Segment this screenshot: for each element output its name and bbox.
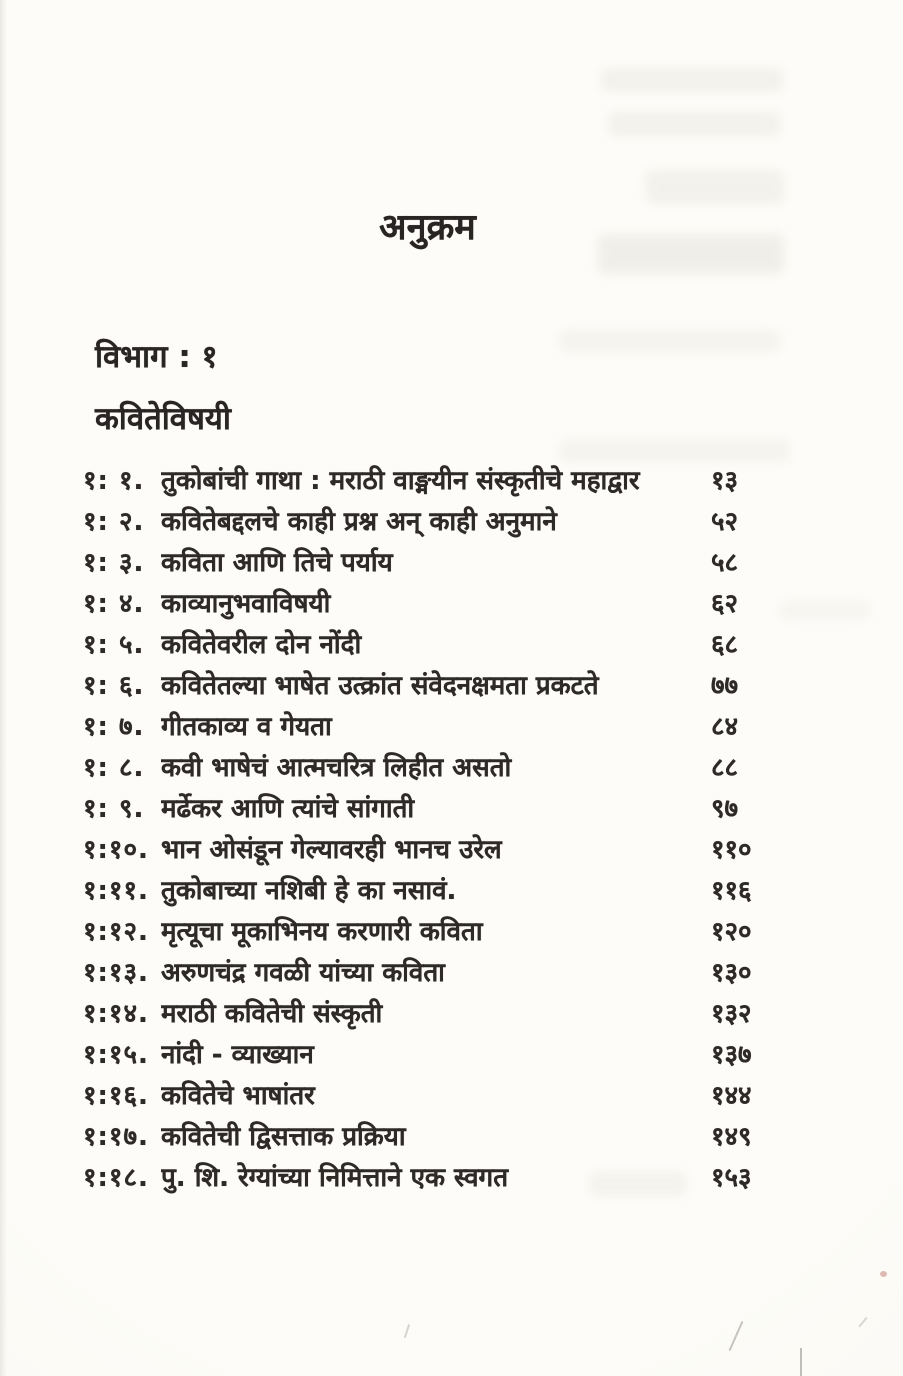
toc-entry-page: १३२ — [711, 999, 752, 1029]
toc-entry-page: ११६ — [711, 876, 752, 906]
toc-entry-number: १:१६. — [83, 1081, 149, 1111]
toc-entry — [83, 707, 775, 748]
toc-entry-title: गीतकाव्य व गेयता — [161, 712, 332, 742]
bleed-through-smudge — [646, 170, 784, 204]
toc-entry-number: १: ९. — [83, 794, 145, 824]
toc-entry-title: कवितेची द्विसत्ताक प्रक्रिया — [161, 1122, 406, 1152]
toc-entry-title: कवितेवरील दोन नोंदी — [161, 630, 362, 660]
toc-entry-title: मृत्यूचा मूकाभिनय करणारी कविता — [161, 917, 483, 947]
toc-entry-title: नांदी - व्याख्यान — [161, 1040, 314, 1070]
toc-entry-page: ८४ — [711, 712, 739, 742]
toc-entry-page: १३० — [711, 958, 752, 988]
toc-entry-number: १: ३. — [83, 548, 145, 578]
toc-entry-title: कवी भाषेचं आत्मचरित्र लिहीत असतो — [161, 753, 512, 783]
toc-entry-page: १५३ — [711, 1163, 752, 1193]
toc-entry — [83, 584, 775, 625]
toc-entry-number: १:१८. — [83, 1163, 149, 1193]
toc-entry-number: १:१४. — [83, 999, 149, 1029]
toc-entry-number: १:१५. — [83, 1040, 149, 1070]
bleed-through-smudge — [560, 330, 780, 352]
toc-entry-page: १३ — [711, 466, 739, 496]
toc-entry-page: १४९ — [711, 1122, 752, 1152]
toc-entry-page: ५८ — [711, 548, 739, 578]
toc-entry-number: १:१२. — [83, 917, 149, 947]
toc-entry — [83, 666, 775, 707]
toc-entry — [83, 1076, 775, 1117]
toc-entry-title: कवितेतल्या भाषेत उत्क्रांत संवेदनक्षमता प्रकटते — [161, 671, 599, 701]
toc-entry-page: १४४ — [711, 1081, 752, 1111]
toc-entry-title: तुकोबांची गाथा : मराठी वाङ्मयीन संस्कृतीचे महाद्वार — [161, 466, 640, 496]
page-title: अनुक्रम — [379, 207, 476, 248]
toc-entry-page: ७७ — [711, 671, 739, 701]
toc-entry-number: १:१७. — [83, 1122, 149, 1152]
toc-entry-number: १: ६. — [83, 671, 145, 701]
toc-entry — [83, 789, 775, 830]
toc-entry-page: ६८ — [711, 630, 739, 660]
toc-entry-title: तुकोबाच्या नशिबी हे का नसावं. — [161, 876, 457, 906]
toc-entry-title: काव्यानुभवाविषयी — [161, 589, 331, 619]
toc-entry-title: कविता आणि तिचे पर्याय — [161, 548, 393, 578]
toc-entry-page: ६२ — [711, 589, 739, 619]
toc-entry-page: ५२ — [711, 507, 739, 537]
bleed-through-smudge — [609, 112, 781, 136]
toc-entry-title: मराठी कवितेची संस्कृती — [161, 999, 383, 1029]
bleed-through-smudge — [780, 600, 870, 620]
section-title: कवितेविषयी — [95, 401, 231, 437]
toc-entry-title: पु. शि. रेग्यांच्या निमित्ताने एक स्वगत — [161, 1163, 509, 1193]
toc-entry — [83, 830, 775, 871]
scratch-mark — [729, 1321, 744, 1351]
bleed-through-smudge — [560, 440, 790, 462]
toc-entry — [83, 748, 775, 789]
toc-entry-title: कवितेचे भाषांतर — [161, 1081, 315, 1111]
ink-speck — [880, 1271, 887, 1277]
bleed-through-smudge — [601, 68, 783, 92]
toc-list — [83, 461, 775, 1199]
toc-entry-page: १३७ — [711, 1040, 752, 1070]
section-label: विभाग : १ — [95, 339, 218, 375]
scratch-mark — [404, 1324, 410, 1338]
scratch-mark — [858, 1317, 867, 1327]
toc-entry-number: १:११. — [83, 876, 149, 906]
toc-entry-number: १: १. — [83, 466, 145, 496]
toc-entry-number: १: २. — [83, 507, 145, 537]
toc-entry-number: १: ५. — [83, 630, 145, 660]
toc-entry — [83, 1158, 775, 1199]
toc-entry-number: १:१०. — [83, 835, 149, 865]
toc-entry-number: १:१३. — [83, 958, 149, 988]
toc-entry — [83, 912, 775, 953]
toc-entry — [83, 543, 775, 584]
scratch-mark — [800, 1348, 802, 1376]
toc-entry-page: ११० — [711, 835, 752, 865]
toc-entry-title: कवितेबद्दलचे काही प्रश्न अन् काही अनुमाने — [161, 507, 557, 537]
toc-entry — [83, 871, 775, 912]
toc-entry-title: भान ओसंडून गेल्यावरही भानच उरेल — [161, 835, 502, 865]
toc-entry — [83, 461, 775, 502]
toc-entry — [83, 1117, 775, 1158]
toc-entry — [83, 953, 775, 994]
toc-entry-title: मर्ढेकर आणि त्यांचे सांगाती — [161, 794, 415, 824]
toc-entry-number: १: ४. — [83, 589, 145, 619]
toc-entry-page: १२० — [711, 917, 752, 947]
toc-entry — [83, 502, 775, 543]
toc-entry — [83, 994, 775, 1035]
toc-entry-page: ८८ — [711, 753, 739, 783]
toc-entry-number: १: ७. — [83, 712, 145, 742]
toc-entry — [83, 625, 775, 666]
toc-entry — [83, 1035, 775, 1076]
toc-entry-title: अरुणचंद्र गवळी यांच्या कविता — [161, 958, 445, 988]
toc-entry-number: १: ८. — [83, 753, 145, 783]
toc-entry-page: ९७ — [711, 794, 739, 824]
